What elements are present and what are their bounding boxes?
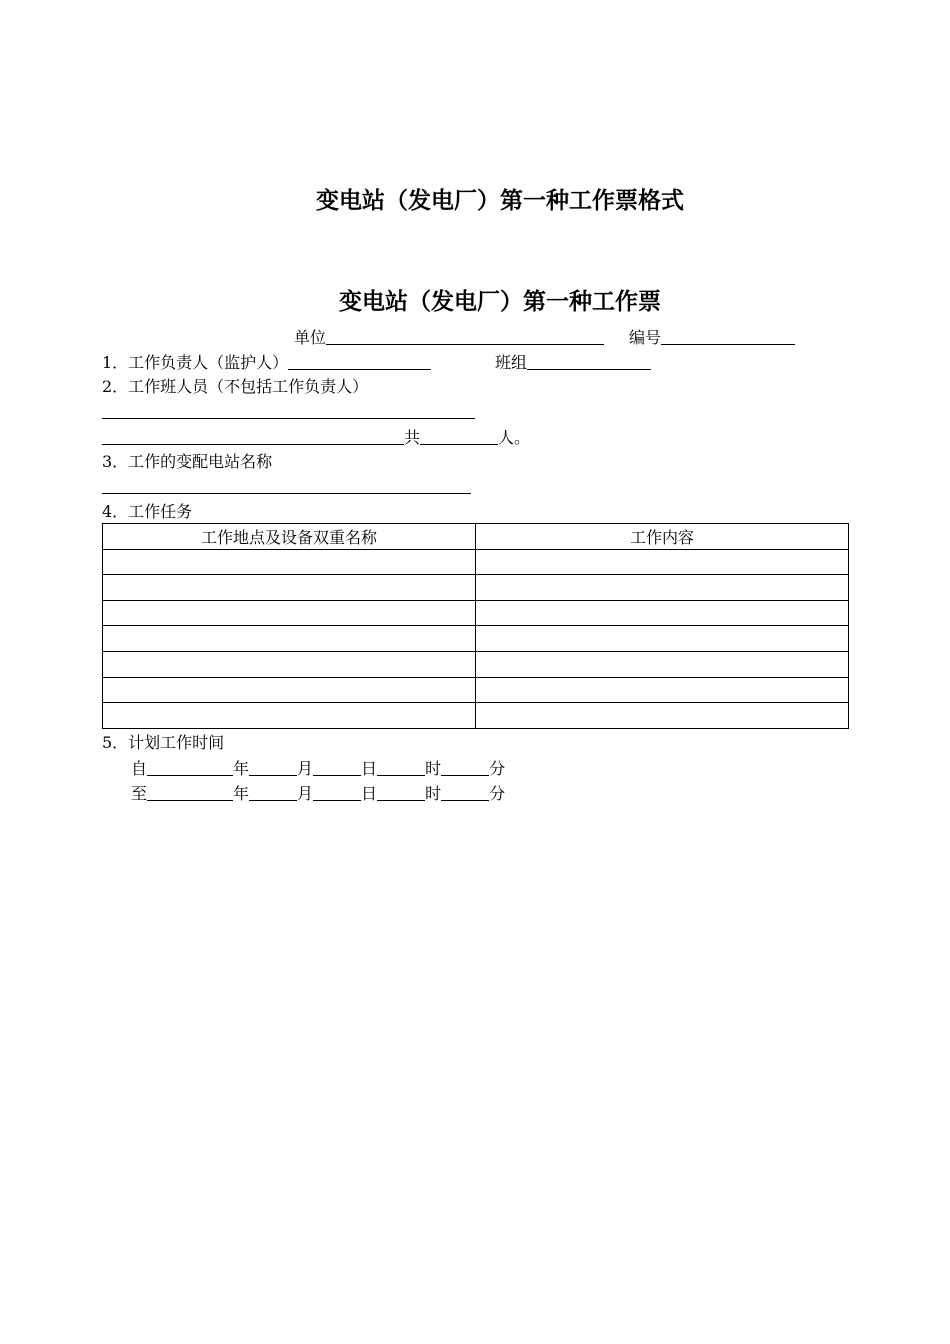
total-prefix: 共 xyxy=(404,428,421,447)
total-count-field[interactable] xyxy=(420,429,498,445)
team-field[interactable] xyxy=(527,354,651,370)
time-from-row xyxy=(131,759,505,779)
to-minute-field[interactable] xyxy=(441,785,489,801)
from-year-label: 年 xyxy=(233,759,250,778)
table-cell[interactable] xyxy=(103,575,476,601)
to-year-field[interactable] xyxy=(147,785,233,801)
table-row xyxy=(103,626,849,652)
table-cell[interactable] xyxy=(476,703,849,729)
table-cell[interactable] xyxy=(476,677,849,703)
from-year-field[interactable] xyxy=(147,760,233,776)
table-row xyxy=(103,600,849,626)
from-hour-label: 时 xyxy=(425,759,442,778)
from-day-label: 日 xyxy=(361,759,378,778)
table-cell[interactable] xyxy=(103,549,476,575)
form-title: 变电站（发电厂）第一种工作票 xyxy=(339,289,661,315)
number-label: 编号 xyxy=(629,328,662,347)
team-row xyxy=(495,353,651,373)
from-minute-label: 分 xyxy=(489,759,506,778)
from-hour-field[interactable] xyxy=(377,760,425,776)
leader-field[interactable] xyxy=(288,354,431,370)
table-cell[interactable] xyxy=(103,600,476,626)
to-hour-field[interactable] xyxy=(377,785,425,801)
to-hour-label: 时 xyxy=(425,784,442,803)
from-minute-field[interactable] xyxy=(441,760,489,776)
time-to-row xyxy=(131,784,505,804)
table-cell[interactable] xyxy=(476,600,849,626)
to-prefix: 至 xyxy=(131,784,148,803)
from-prefix: 自 xyxy=(131,759,148,778)
item1-row xyxy=(102,353,431,373)
members-line-1[interactable] xyxy=(102,418,475,419)
unit-field[interactable] xyxy=(326,329,604,345)
work-task-table xyxy=(102,523,849,729)
number-row xyxy=(629,328,795,348)
table-header-row xyxy=(103,524,849,550)
item1-label: 1．工作负责人（监护人） xyxy=(102,353,289,372)
unit-row xyxy=(294,328,604,348)
unit-label: 单位 xyxy=(294,328,327,347)
table-row xyxy=(103,677,849,703)
table-cell[interactable] xyxy=(476,651,849,677)
table-cell[interactable] xyxy=(103,651,476,677)
members-line-2[interactable] xyxy=(102,429,404,445)
number-field[interactable] xyxy=(661,329,795,345)
station-name-line[interactable] xyxy=(102,493,471,494)
from-month-label: 月 xyxy=(297,759,314,778)
item4-label: 4．工作任务 xyxy=(102,502,193,521)
table-cell[interactable] xyxy=(476,626,849,652)
table-row xyxy=(103,575,849,601)
from-day-field[interactable] xyxy=(313,760,361,776)
members-total-row xyxy=(102,428,530,448)
table-row xyxy=(103,549,849,575)
to-month-field[interactable] xyxy=(249,785,297,801)
table-cell[interactable] xyxy=(103,626,476,652)
to-year-label: 年 xyxy=(233,784,250,803)
total-suffix: 人。 xyxy=(498,428,531,447)
item2-label: 2．工作班人员（不包括工作负责人） xyxy=(102,377,369,396)
to-day-label: 日 xyxy=(361,784,378,803)
table-cell[interactable] xyxy=(476,575,849,601)
table-row xyxy=(103,651,849,677)
table-row xyxy=(103,703,849,729)
item3-label: 3．工作的变配电站名称 xyxy=(102,452,273,471)
to-day-field[interactable] xyxy=(313,785,361,801)
from-month-field[interactable] xyxy=(249,760,297,776)
table-cell[interactable] xyxy=(103,677,476,703)
table-cell[interactable] xyxy=(476,549,849,575)
item5-label: 5．计划工作时间 xyxy=(102,733,225,752)
column-header: 工作地点及设备双重名称 xyxy=(103,524,476,550)
table-cell[interactable] xyxy=(103,703,476,729)
document-title: 变电站（发电厂）第一种工作票格式 xyxy=(316,188,684,214)
team-label: 班组 xyxy=(495,353,528,372)
to-minute-label: 分 xyxy=(489,784,506,803)
to-month-label: 月 xyxy=(297,784,314,803)
column-header: 工作内容 xyxy=(476,524,849,550)
